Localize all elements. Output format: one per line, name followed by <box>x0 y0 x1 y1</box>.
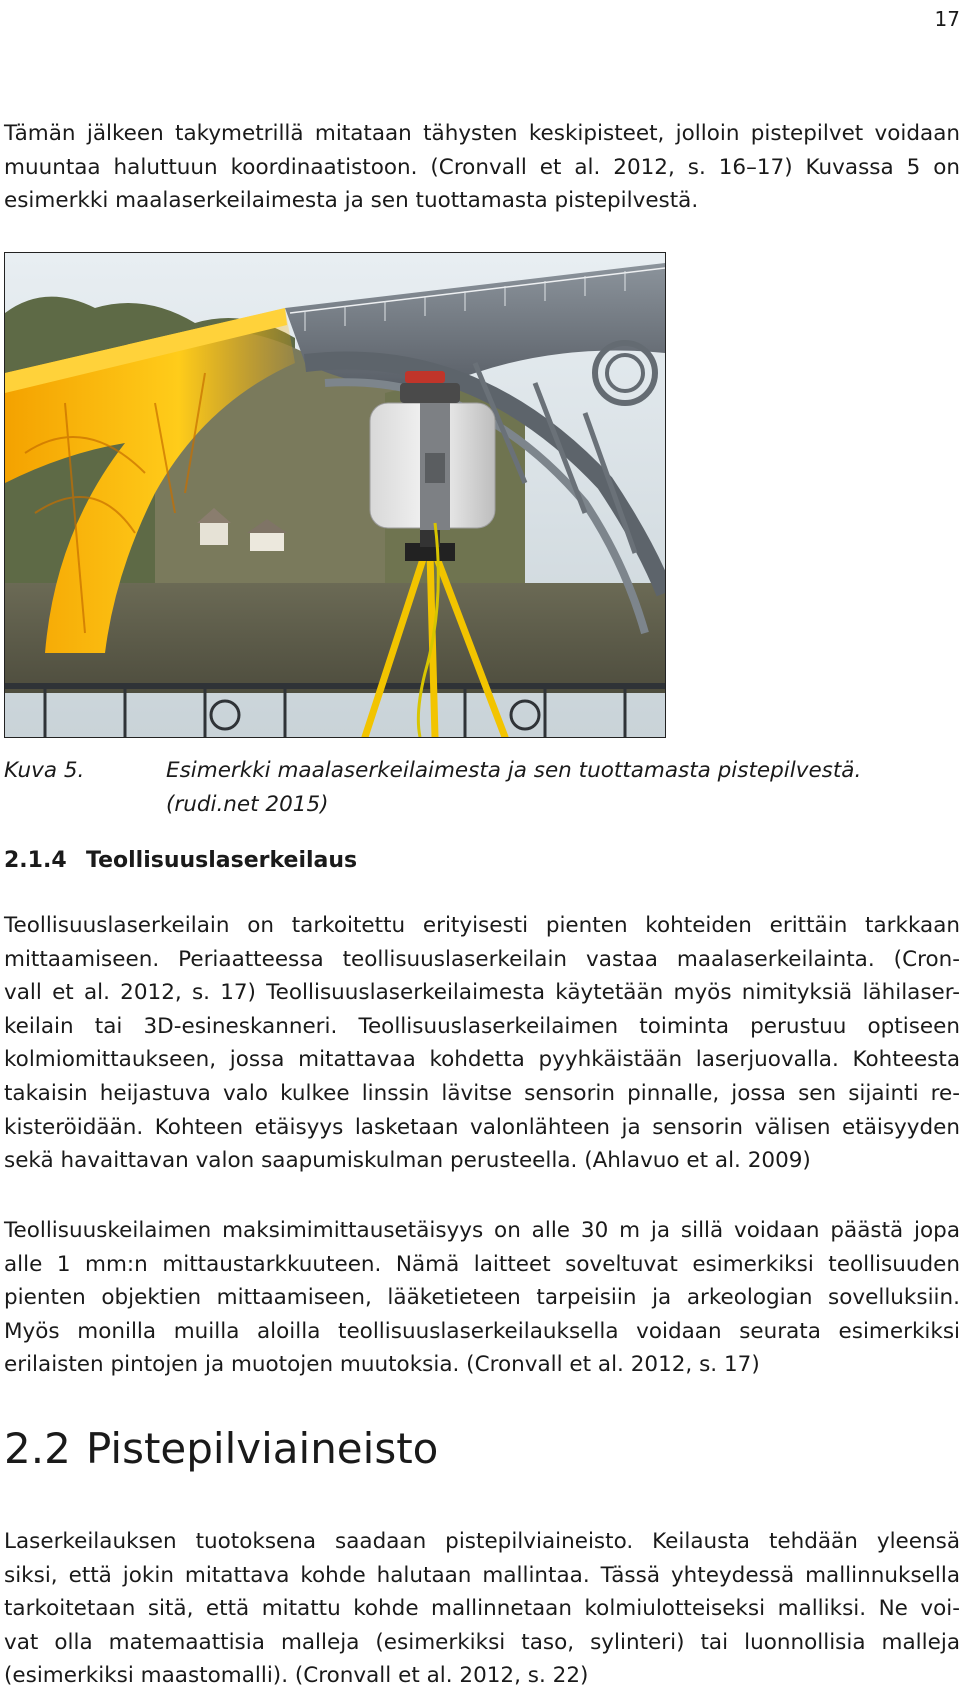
section-2-1-4-paragraph-2 <box>4 1214 960 1382</box>
text-line: esimerkki maalaserkeilaimesta ja sen tuottamasta pistepilvestä. <box>4 188 699 214</box>
text-line: Teollisuuslaserkeilain on tarkoitettu erityisesti pienten kohteiden erittäin tarkkaan <box>4 913 960 938</box>
text-line: keilain tai 3D-esineskanneri. Teollisuuslaserkeilaimen toiminta perustuu optiseen <box>4 1013 960 1039</box>
text-line: Teollisuuskeilaimen maksimimittausetäisyys on alle 30 m ja sillä voidaan päästä jopa <box>4 1218 960 1243</box>
text-line: Tämän jälkeen takymetrillä mitataan tähysten keskipisteet, jolloin pistepilvet voidaan <box>4 121 960 146</box>
text-line: tarkoitetaan sitä, että mitattu kohde mallinnetaan kolmiulotteiseksi malliksi. Ne voi- <box>4 1596 960 1622</box>
text-line: alle 1 mm:n mittaustarkkuuteen. Nämä laitteet soveltuvat esimerkiksi teollisuuden <box>4 1251 960 1277</box>
page-number: 17 <box>934 7 960 31</box>
section-number: 2.2 <box>4 1424 71 1473</box>
text-line: vall et al. 2012, s. 17) Teollisuuslaserkeilaimesta käytetään myös nimityksiä lähilaser- <box>4 980 960 1006</box>
text-line: siksi, että jokin mitattava kohde halutaan mallintaa. Tässä yhteydessä mallinnuksella <box>4 1562 960 1588</box>
text-line: takaisin heijastuva valo kulkee linssin lävitse sensorin pinnalle, jossa sen sijainti re- <box>4 1080 960 1106</box>
text-line: muuntaa haluttuun koordinaatistoon. (Cronvall et al. 2012, s. 16–17) Kuvassa 5 on <box>4 154 960 180</box>
section-2-2-paragraph-1 <box>4 1525 960 1693</box>
text-line: mittaamiseen. Periaatteessa teollisuuslaserkeilain vastaa maalaserkeilainta. (Cron- <box>4 946 960 972</box>
section-2-1-4-paragraph-1 <box>4 909 960 1178</box>
section-heading-2-1-4 <box>4 846 357 876</box>
section-title: Teollisuuslaserkeilaus <box>86 848 358 873</box>
intro-paragraph <box>4 117 960 218</box>
section-title: Pistepilviaineisto <box>86 1424 439 1473</box>
text-line: kisteröidään. Kohteen etäisyys lasketaan valonlähteen ja sensorin välisen etäisyyden <box>4 1114 960 1140</box>
text-line: kolmiomittaukseen, jossa mitattavaa kohdetta pyyhkäistään laserjuovalla. Kohteesta <box>4 1047 960 1073</box>
text-line: (esimerkiksi maastomalli). (Cronvall et al. 2012, s. 22) <box>4 1663 589 1689</box>
section-heading-2-2 <box>4 1422 438 1476</box>
section-number: 2.1.4 <box>4 848 67 873</box>
text-line: Myös monilla muilla aloilla teollisuuslaserkeilauksella voidaan seurata esimerkiksi <box>4 1318 960 1344</box>
text-line: vat olla matemaattisia malleja (esimerkiksi taso, sylinteri) tai luonnollisia malleja <box>4 1629 960 1655</box>
text-line: Laserkeilauksen tuotoksena saadaan pistepilviaineisto. Keilausta tehdään yleensä <box>4 1529 960 1554</box>
figure-source: (rudi.net 2015) <box>166 791 329 817</box>
text-line: erilaisten pintojen ja muotojen muutoksia. (Cronvall et al. 2012, s. 17) <box>4 1352 760 1378</box>
figure-caption-text: Esimerkki maalaserkeilaimesta ja sen tuottamasta pistepilvestä. <box>166 758 862 783</box>
text-line: sekä havaittavan valon saapumiskulman perusteella. (Ahlavuo et al. 2009) <box>4 1148 811 1174</box>
figure-laser-scanner-photo <box>4 252 666 738</box>
text-line: pienten objektien mittaamiseen, lääketieteen tarpeisiin ja arkeologian sovelluksiin. <box>4 1285 960 1311</box>
figure-label: Kuva 5. <box>4 758 85 783</box>
